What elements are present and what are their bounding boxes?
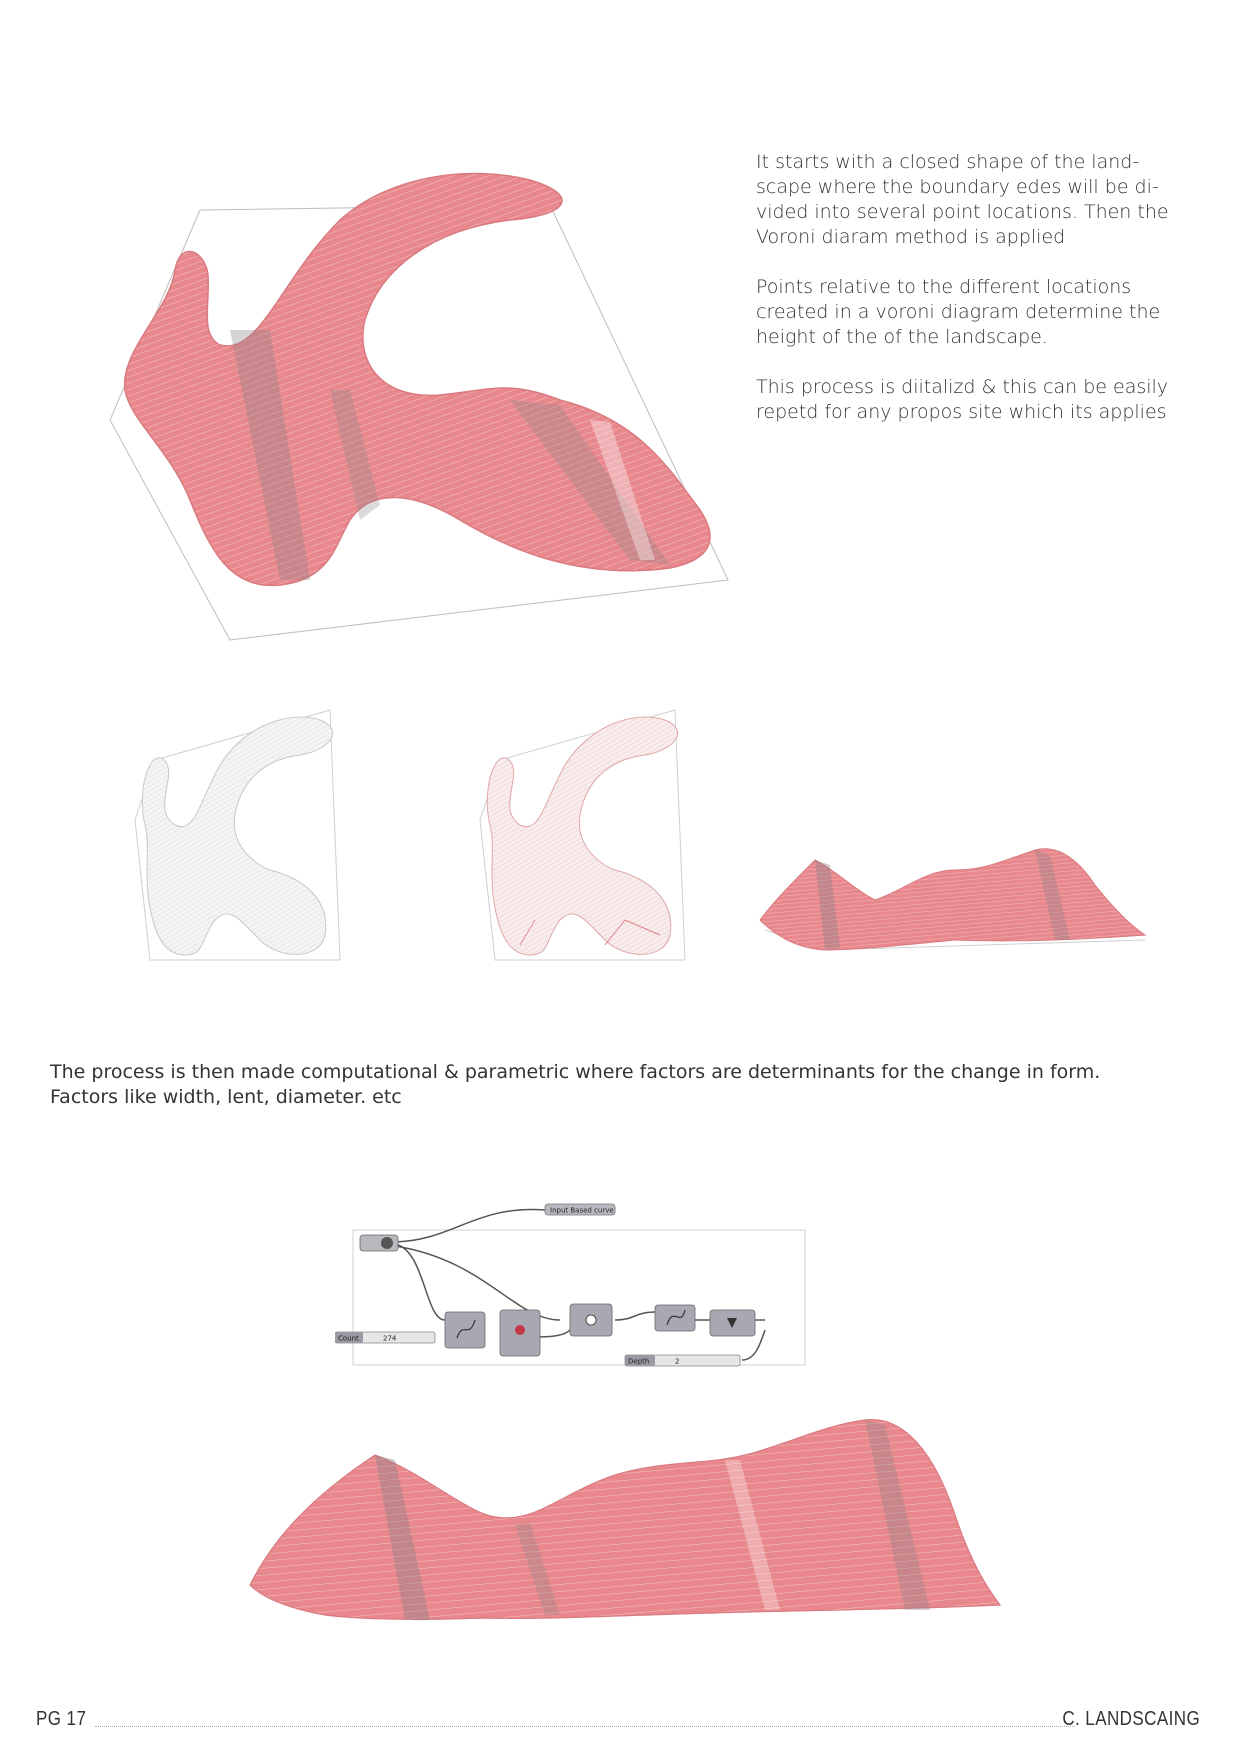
intro-line: Points relative to the different locations: [756, 276, 1132, 298]
voronoi-icon: [515, 1325, 525, 1335]
page-number: PG 17: [36, 1708, 87, 1730]
plan-outline-shape: [142, 717, 332, 955]
count-value: 274: [383, 1334, 397, 1343]
elevation-small-figure: [755, 830, 1155, 960]
intro-line: scape where the boundary edes will be di-: [756, 176, 1159, 198]
intro-paragraph-1: [756, 150, 1196, 250]
output-label: Input Based curve: [550, 1206, 614, 1215]
intro-paragraph-3: [756, 375, 1196, 425]
main-landscape-figure: [110, 160, 730, 660]
intro-line: Voroni diaram method is applied: [756, 226, 1066, 248]
voronoi-plan-figure: [475, 705, 695, 975]
intro-text-block: [756, 150, 1196, 450]
elevation-large-svg: [245, 1415, 1005, 1645]
grasshopper-svg: [335, 1200, 815, 1380]
depth-value: 2: [675, 1357, 680, 1366]
intro-line: repetd for any propos site which its applies: [756, 401, 1167, 423]
intro-line: vided into several point locations. Then the: [756, 201, 1169, 223]
intro-paragraph-2: [756, 275, 1196, 350]
count-label: Count: [338, 1334, 359, 1343]
main-landscape-svg: [110, 160, 730, 660]
elevation-small-svg: [755, 830, 1155, 960]
intro-line: This process is diitalizd & this can be easily: [756, 376, 1169, 398]
plan-outline-svg: [130, 705, 350, 975]
intro-line: created in a voroni diagram determine the: [756, 301, 1161, 323]
process-line-2: Factors like width, lent, diameter. etc: [50, 1086, 402, 1108]
voronoi-plan-shape: [487, 717, 677, 955]
intro-line: It starts with a closed shape of the land-: [756, 151, 1140, 173]
section-title: C. LANDSCAING: [1062, 1708, 1200, 1730]
elevation-large-figure: [245, 1415, 1005, 1645]
process-text-block: [50, 1060, 1200, 1110]
grasshopper-definition: [335, 1200, 815, 1380]
depth-label: Depth: [628, 1357, 650, 1366]
curve-icon: [381, 1237, 393, 1249]
intro-line: height of the of the landscape.: [756, 326, 1048, 348]
graph-mapper-node[interactable]: [655, 1305, 695, 1331]
plan-outline-figure: [130, 705, 350, 975]
process-line-1: The process is then made computational & parametric where factors are determinants for the change in form.: [50, 1061, 1101, 1083]
area-icon: [586, 1315, 596, 1325]
voronoi-plan-svg: [475, 705, 695, 975]
canvas-frame: [353, 1230, 805, 1365]
footer-divider: [95, 1726, 1075, 1727]
